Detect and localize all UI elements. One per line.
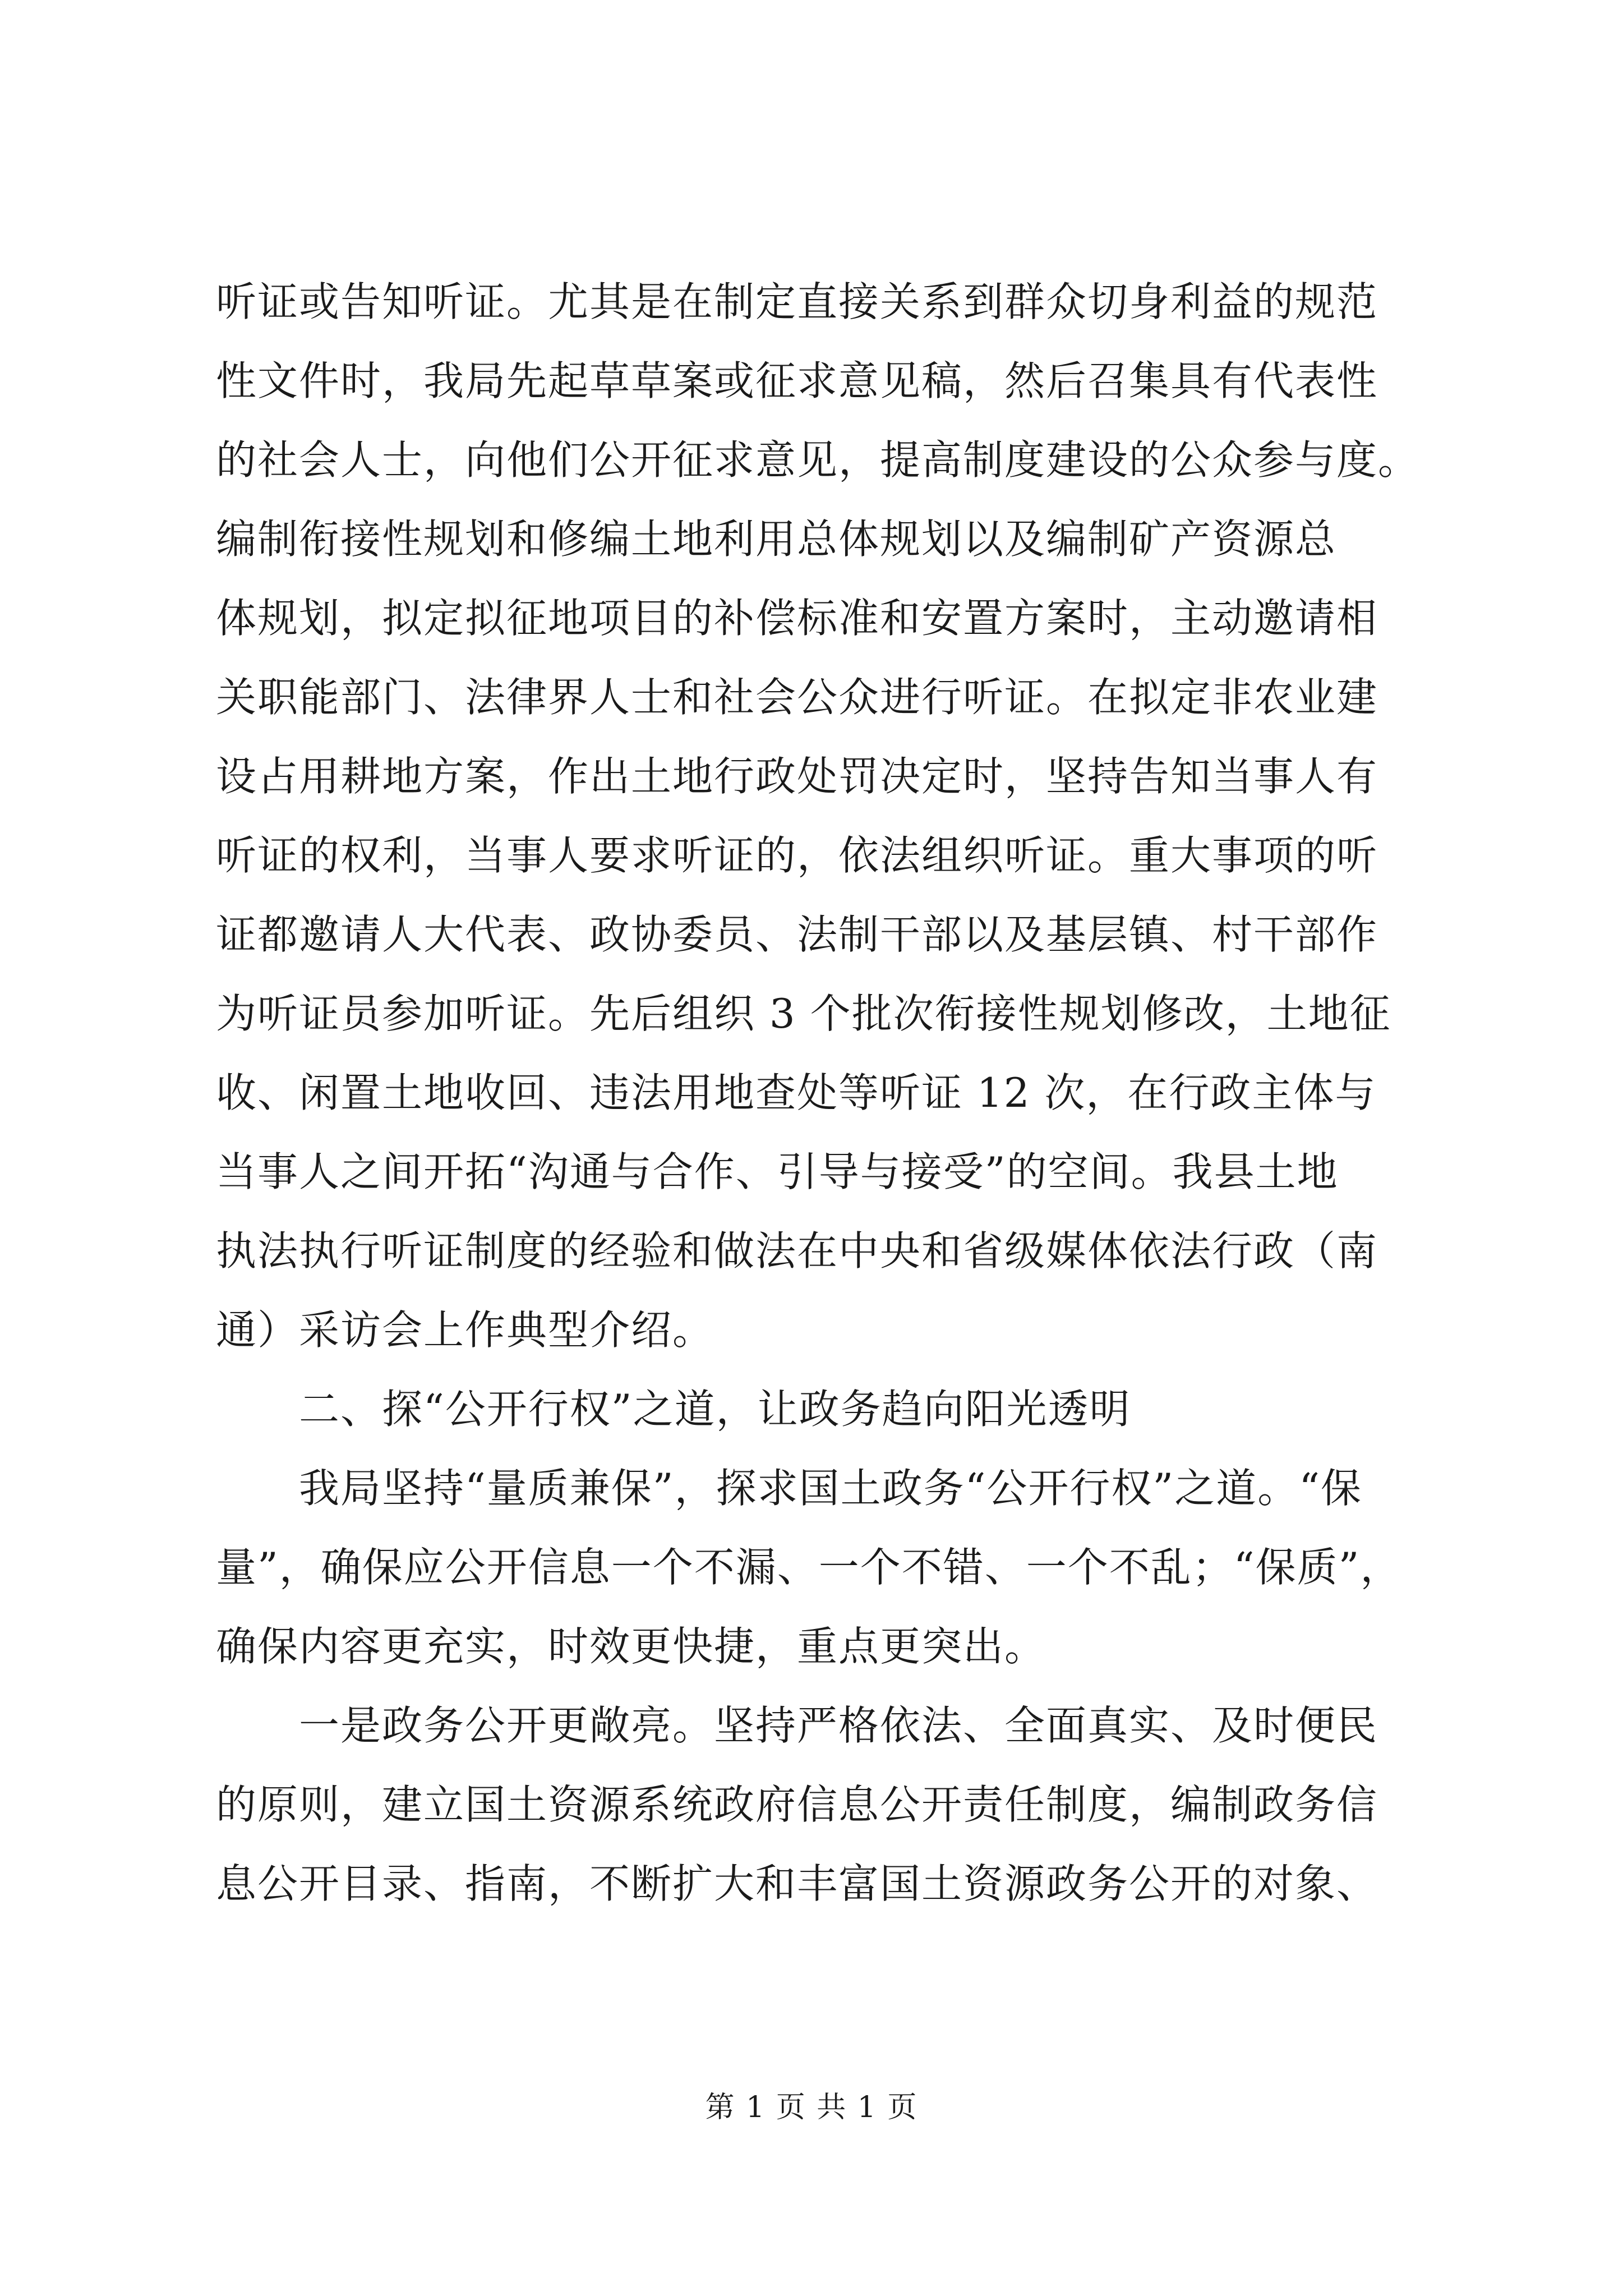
text-line: 确保内容更充实，时效更快捷，重点更突出。 bbox=[216, 1623, 1046, 1670]
text-line: 的原则，建立国土资源系统政府信息公开责任制度，编制政务信 bbox=[216, 1781, 1378, 1828]
text-line: 我局坚持“量质兼保”，探求国土政务“公开行权”之道。“保 bbox=[299, 1465, 1363, 1512]
text-line: 听证的权利，当事人要求听证的，依法组织听证。重大事项的听 bbox=[216, 832, 1378, 879]
text-line: 量”，确保应公开信息一个不漏、一个不错、一个不乱；“保质”， bbox=[216, 1544, 1402, 1591]
text-line: 设占用耕地方案，作出土地行政处罚决定时，坚持告知当事人有 bbox=[216, 753, 1378, 800]
text-line: 收、闲置土地收回、违法用地查处等听证 12 次，在行政主体与 bbox=[216, 1069, 1377, 1116]
page-number-footer: 第 1 页 共 1 页 bbox=[705, 2091, 918, 2124]
text-line: 证都邀请人大代表、政协委员、法制干部以及基层镇、村干部作 bbox=[216, 911, 1378, 958]
text-line: 执法执行听证制度的经验和做法在中央和省级媒体依法行政（南 bbox=[216, 1227, 1378, 1274]
text-line: 当事人之间开拓“沟通与合作、引导与接受”的空间。我县土地 bbox=[216, 1148, 1339, 1195]
document-body bbox=[216, 263, 1472, 1924]
text-line: 性文件时，我局先起草草案或征求意见稿，然后召集具有代表性 bbox=[216, 357, 1378, 404]
text-line: 的社会人士，向他们公开征求意见，提高制度建设的公众参与度。 bbox=[216, 436, 1420, 484]
text-line: 通）采访会上作典型介绍。 bbox=[216, 1306, 714, 1354]
text-line: 编制衔接性规划和修编土地利用总体规划以及编制矿产资源总 bbox=[216, 516, 1337, 563]
text-line: 一是政务公开更敞亮。坚持严格依法、全面真实、及时便民 bbox=[299, 1702, 1378, 1749]
text-line: 息公开目录、指南，不断扩大和丰富国土资源政务公开的对象、 bbox=[216, 1860, 1378, 1907]
text-line: 听证或告知听证。尤其是在制定直接关系到群众切身利益的规范 bbox=[216, 278, 1378, 325]
text-line: 体规划，拟定拟征地项目的补偿标准和安置方案时，主动邀请相 bbox=[216, 595, 1378, 642]
section-heading: 二、探“公开行权”之道，让政务趋向阳光透明 bbox=[299, 1386, 1131, 1433]
text-line: 关职能部门、法律界人士和社会公众进行听证。在拟定非农业建 bbox=[216, 674, 1378, 721]
text-line: 为听证员参加听证。先后组织 3 个批次衔接性规划修改，土地征 bbox=[216, 990, 1391, 1037]
